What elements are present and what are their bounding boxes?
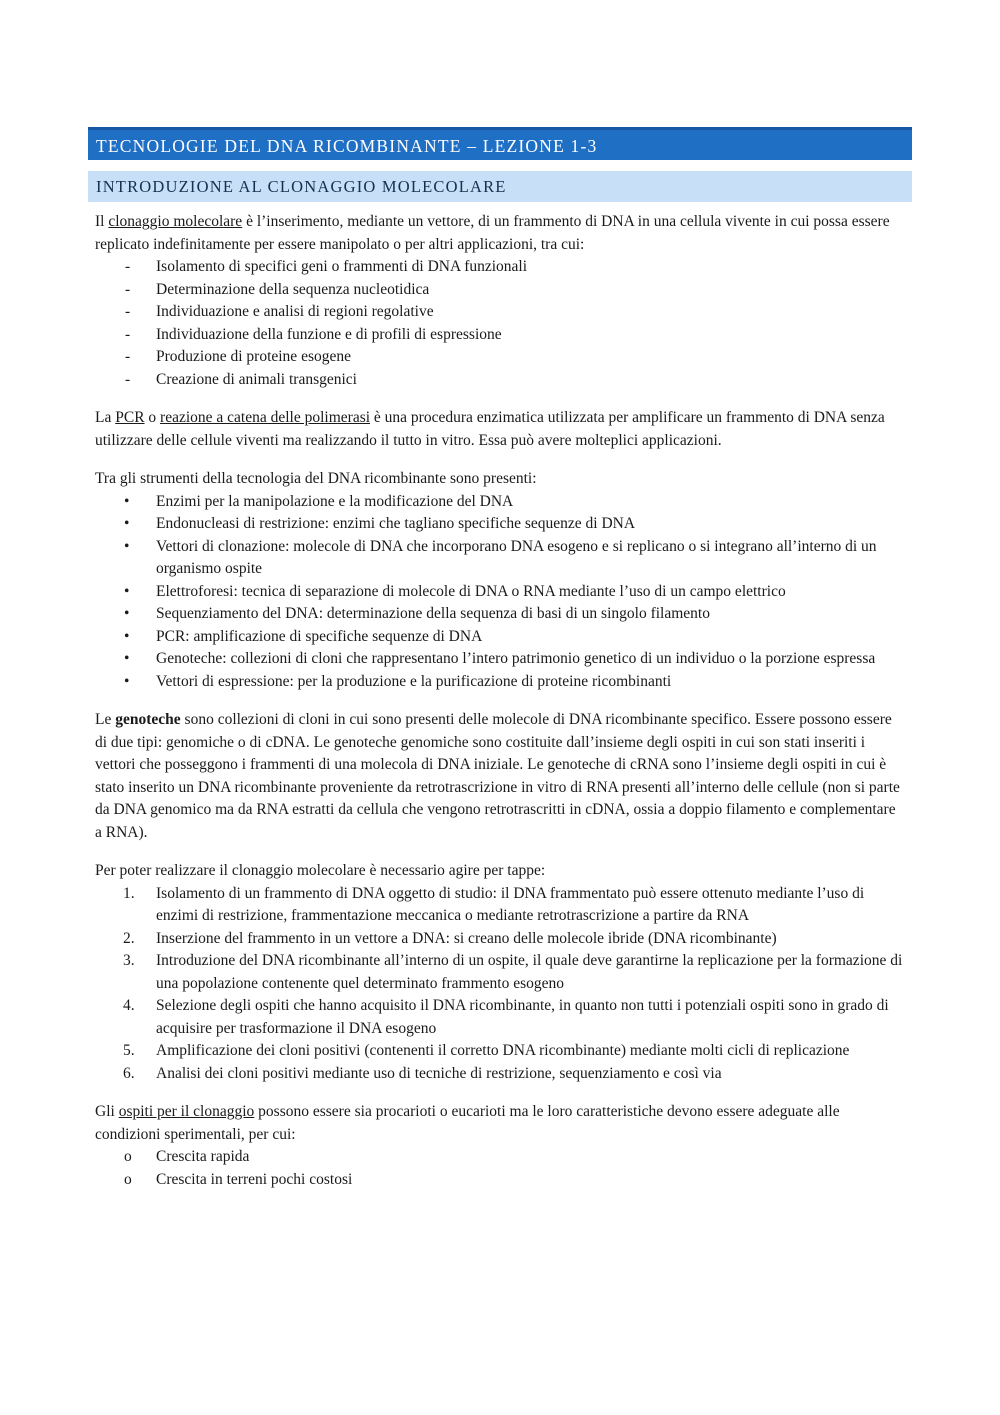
list-item-text: Determinazione della sequenza nucleotidica: [156, 280, 430, 298]
list-item: [88, 369, 912, 392]
number-marker: 2.: [123, 929, 135, 947]
list-item-text: Isolamento di specifici geni o frammenti di DNA funzionali: [156, 258, 528, 275]
number-marker: 6.: [123, 1064, 135, 1082]
bullet-marker: •: [124, 627, 130, 645]
number-marker: 3.: [123, 952, 135, 969]
bullet-marker: •: [124, 605, 130, 622]
list-item-text: Individuazione e analisi di regioni regolative: [156, 303, 434, 320]
list-item-text: Individuazione della funzione e di profili di espressione: [156, 325, 502, 343]
list-item-text: Crescita rapida: [156, 1148, 250, 1165]
list-item-text: Isolamento di un frammento di DNA oggetto di studio: il DNA frammentato può essere ottenuto mediante l’uso di enzimi di restrizione, frammentazione meccanica o mediante retrotrascrizione a partire da RNA: [156, 884, 865, 924]
text-run: Le: [95, 711, 116, 728]
list-item-text: PCR: amplificazione di specifiche sequenze di DNA: [156, 627, 483, 645]
number-marker: 5.: [123, 1042, 135, 1059]
number-marker: 1.: [123, 884, 135, 902]
list-item-text: Enzimi per la manipolazione e la modificazione del DNA: [156, 492, 514, 510]
bullet-marker: •: [124, 650, 130, 667]
list-item-text: Endonucleasi di restrizione: enzimi che tagliano specifiche sequenze di DNA: [156, 515, 636, 532]
text-run: è una procedura enzimatica utilizzata per amplificare un frammento di DNA senza utilizzare delle cellule viventi ma realizzando il tutto in vitro. Essa può avere molteplici applicazioni.: [95, 409, 885, 449]
section-heading: INTRODUZIONE AL CLONAGGIO MOLECOLARE: [88, 171, 912, 202]
dash-marker: -: [125, 348, 131, 365]
list-item: [88, 1146, 912, 1169]
text-run: è l’inserimento, mediante un vettore, di un frammento di DNA in una cellula vivente in cui possa essere replicato indefinitamente per essere manipolato o per altri applicazioni, tra cui:: [95, 213, 890, 253]
text-run: possono essere sia procarioti o eucarioti ma le loro caratteristiche devono essere adeguate alle condizioni sperimentali, per cui:: [95, 1103, 840, 1143]
document-page: [88, 127, 912, 1191]
list-item-text: Selezione degli ospiti che hanno acquisito il DNA ricombinante, in quanto non tutti i potenziali ospiti sono in grado di acquisire per trasformazione il DNA esogeno: [156, 997, 889, 1037]
list-item: [88, 279, 912, 302]
list-item: [88, 581, 912, 604]
text-run: o: [144, 409, 161, 426]
dash-marker: -: [125, 280, 131, 298]
list-item: [88, 346, 912, 369]
list-item: [88, 536, 912, 581]
list-item: [88, 995, 912, 1040]
list-item: [88, 491, 912, 514]
host-traits-list: [88, 1146, 912, 1191]
list-item-text: Elettroforesi: tecnica di separazione di molecole di DNA o RNA mediante l’uso di un campo elettrico: [156, 582, 786, 600]
list-item: [88, 671, 912, 694]
dash-marker: -: [125, 303, 131, 320]
list-item: [88, 324, 912, 347]
dash-marker: -: [125, 370, 131, 388]
list-item: [88, 950, 912, 995]
text-run: Gli: [95, 1103, 119, 1120]
dash-marker: -: [125, 258, 131, 275]
bullet-marker: •: [124, 537, 130, 555]
list-item-text: Creazione di animali transgenici: [156, 370, 357, 388]
list-item: [88, 883, 912, 928]
list-item: [88, 1169, 912, 1192]
list-item-text: Produzione di proteine esogene: [156, 348, 351, 365]
bullet-marker: •: [124, 582, 130, 600]
term-reazione-a-catena: reazione a catena delle polimerasi: [160, 409, 371, 426]
list-item: [88, 603, 912, 626]
list-item-text: Vettori di espressione: per la produzione e la purificazione di proteine ricombinanti: [156, 672, 672, 690]
text-run: La: [95, 409, 116, 426]
tools-intro-paragraph: Tra gli strumenti della tecnologia del DNA ricombinante sono presenti:: [95, 470, 537, 487]
list-item: [88, 513, 912, 536]
bullet-marker: •: [124, 515, 130, 532]
bullet-marker: •: [124, 492, 130, 510]
term-clonaggio: clonaggio molecolare: [108, 213, 243, 230]
genoteche-paragraph: [88, 709, 912, 844]
term-ospiti: ospiti per il clonaggio: [118, 1103, 255, 1120]
list-item: [88, 928, 912, 951]
text-run: sono collezioni di cloni in cui sono presenti delle molecole di DNA ricombinante specifico. Essere possono essere di due tipi: genomiche o di cDNA. Le genoteche genomiche sono costituite dall’insieme degli ospiti in cui son stati inseriti i vettori che posseggono i frammenti di una molecola di DNA iniziale. Le genoteche di cRNA sono l’insieme degli ospiti in cui è stato inserito un DNA ricombinante proveniente da retrotrascrizione in vitro di RNA presenti all’interno delle cellule (non si parte da DNA genomico ma da RNA estratti da cellula che vengono retrotrascritti in cDNA, ossia a doppio filamento e complementare a RNA).: [95, 711, 900, 841]
list-item-text: Inserzione del frammento in un vettore a DNA: si creano delle molecole ibride (DNA ricombinante): [156, 929, 777, 947]
intro-paragraph: [88, 211, 912, 256]
number-marker: 4.: [123, 997, 135, 1014]
list-item-text: Sequenziamento del DNA: determinazione della sequenza di basi di un singolo filamento: [156, 605, 710, 622]
pcr-paragraph: [88, 407, 912, 452]
list-item-text: Vettori di clonazione: molecole di DNA che incorporano DNA esogeno e si replicano o si integrano all’interno di un organismo ospite: [156, 537, 877, 577]
list-item: [88, 301, 912, 324]
list-item: [88, 648, 912, 671]
bullet-marker: •: [124, 672, 130, 690]
list-item-text: Amplificazione dei cloni positivi (contenenti il corretto DNA ricombinante) mediante molti cicli di replicazione: [156, 1042, 850, 1059]
main-heading: TECNOLOGIE DEL DNA RICOMBINANTE – LEZIONE 1-3: [88, 127, 912, 160]
list-item-text: Analisi dei cloni positivi mediante uso di tecniche di restrizione, sequenziamento e così via: [156, 1064, 722, 1082]
list-item-text: Introduzione del DNA ricombinante all’interno di un ospite, il quale deve garantirne la replicazione per la formazione di una popolazione contenente quel determinato frammento esogeno: [156, 952, 903, 992]
dash-marker: -: [125, 325, 131, 343]
term-genoteche: genoteche: [115, 711, 181, 728]
list-item-text: Genoteche: collezioni di cloni che rappresentano l’intero patrimonio genetico di un individuo o la porzione espressa: [156, 650, 876, 667]
tools-list: [88, 491, 912, 694]
text-run: Il: [95, 213, 109, 230]
list-item-text: Crescita in terreni pochi costosi: [156, 1170, 353, 1188]
list-item: [88, 626, 912, 649]
list-item: [88, 1040, 912, 1063]
term-pcr: PCR: [115, 409, 145, 426]
hosts-paragraph: [88, 1101, 912, 1146]
circle-marker: o: [124, 1148, 132, 1165]
steps-list: [88, 883, 912, 1086]
steps-intro-paragraph: Per poter realizzare il clonaggio molecolare è necessario agire per tappe:: [95, 862, 546, 879]
applications-list: [88, 256, 912, 391]
list-item: [88, 256, 912, 279]
list-item: [88, 1063, 912, 1086]
circle-marker: o: [124, 1170, 132, 1188]
